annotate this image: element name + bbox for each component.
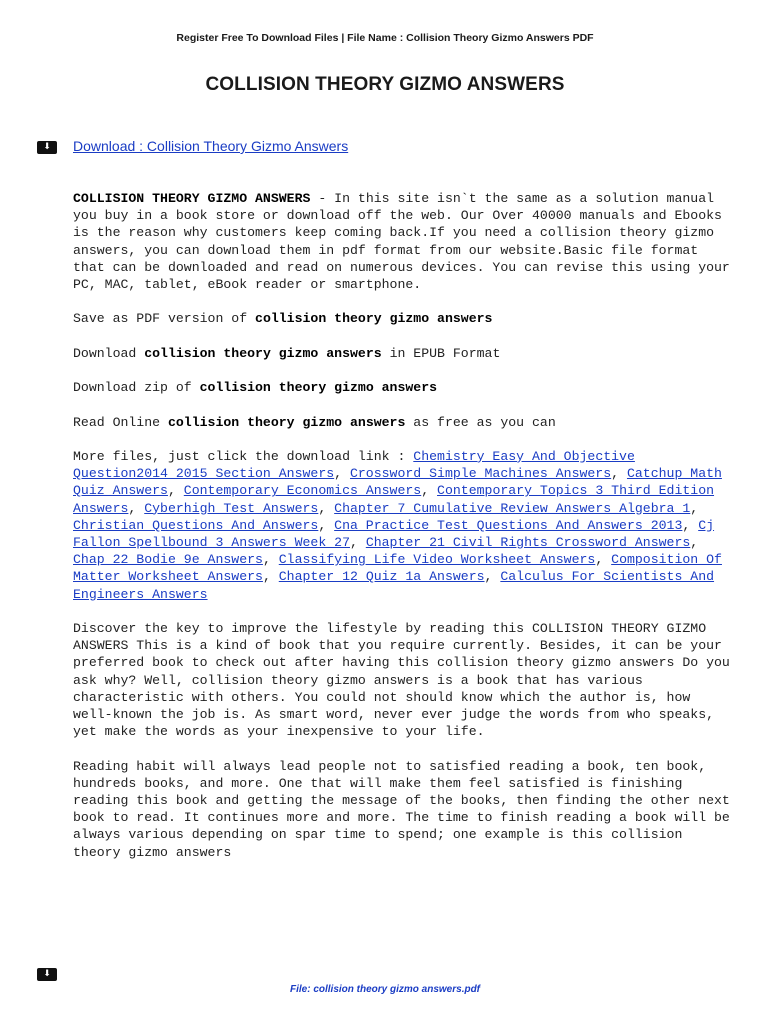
epub-line — [73, 345, 733, 362]
save-bold: collision theory gizmo answers — [255, 311, 493, 327]
file-link[interactable]: Cna Practice Test Questions And Answers 2013 — [334, 517, 683, 533]
save-pdf-line — [73, 310, 733, 327]
page-header: Register Free To Download Files | File Name : Collision Theory Gizmo Answers PDF — [176, 32, 594, 44]
document-body — [73, 190, 733, 878]
download-icon[interactable]: ⬇ — [37, 141, 57, 154]
epub-suffix: in EPUB Format — [381, 345, 501, 361]
intro-bold: COLLISION THEORY GIZMO ANSWERS — [73, 191, 311, 206]
zip-line — [73, 379, 733, 396]
file-link[interactable]: Chapter 12 Quiz 1a Answers — [278, 569, 485, 585]
file-link[interactable]: Contemporary Economics Answers — [183, 483, 422, 499]
zip-prefix: Download zip of — [73, 380, 200, 396]
file-link[interactable]: Chemistry Easy And Objective Question2014 2015 Section Answers — [73, 448, 635, 482]
read-prefix: Read Online — [73, 414, 168, 430]
file-link[interactable]: Chapter 21 Civil Rights Crossword Answers — [365, 534, 691, 550]
file-link[interactable]: Calculus For Scientists And Engineers Answers — [73, 569, 715, 602]
file-link[interactable]: Catchup Math Quiz Answers — [73, 466, 722, 499]
download-link[interactable]: Download : Collision Theory Gizmo Answers — [73, 138, 349, 154]
zip-bold: collision theory gizmo answers — [199, 380, 438, 396]
epub-prefix: Download — [73, 345, 145, 361]
read-online-line — [73, 414, 733, 431]
download-icon[interactable]: ⬇ — [37, 968, 57, 981]
save-prefix: Save as PDF version of — [73, 311, 256, 327]
file-link[interactable]: Cyberhigh Test Answers — [144, 500, 319, 516]
file-link[interactable]: Crossword Simple Machines Answers — [349, 466, 612, 482]
read-bold: collision theory gizmo answers — [167, 414, 406, 430]
more-files-prefix: More files, just click the download link : — [73, 448, 414, 464]
file-link[interactable]: Cj Fallon Spellbound 3 Answers Week 27 — [73, 517, 715, 550]
page-footer: File: collision theory gizmo answers.pdf — [289, 984, 481, 995]
read-suffix: as free as you can — [405, 414, 556, 430]
intro-paragraph — [73, 190, 733, 293]
file-link[interactable]: Christian Questions And Answers — [73, 517, 319, 533]
file-link[interactable]: Contemporary Topics 3 Third Edition Answers — [73, 483, 715, 516]
discover-paragraph: Discover the key to improve the lifestyle by reading this COLLISION THEORY GIZMO ANSWERS This is a kind of book that you require currently. Besides, it can be your preferred book to check out after having this collision theory gizmo answers Do you ask why? Well, collision theory gizmo answers is a book that has various characteristic with others. You could not should know which the author is, how well-known the job is. As smart word, never ever judge the words from who speaks, yet make the words as your inexpensive to your life. — [73, 620, 730, 740]
reading-habit-paragraph: Reading habit will always lead people not to satisfied reading a book, ten book, hundreds books, and more. One that will make them feel satisfied is finishing reading this book and getting the message of the books, then finding the other next book to read. It continues more and more. The time to finish reading a book will be always various depending on spar time to spend; one example is this collision theory gizmo answers — [73, 758, 730, 860]
page-title: COLLISION THEORY GIZMO ANSWERS — [205, 74, 565, 95]
intro-text: - In this site isn`t the same as a solution manual you buy in a book store or download off the web. Our Over 40000 manuals and Ebooks is the reason why customers keep coming back.If you need a collision theory gizmo answers, you can download them in pdf format from our website.Basic file format that can be downloaded and read on numerous devices. You can revise this using your PC, MAC, tablet, eBook reader or smartphone. — [73, 191, 730, 293]
file-link[interactable]: Chap 22 Bodie 9e Answers — [73, 552, 263, 568]
file-link[interactable]: Composition Of Matter Worksheet Answers — [73, 552, 722, 585]
more-files-paragraph: More files, just click the download link : Chemistry Easy And Objective Question2014 2015 Section Answers, Crossword Simple Machines Answers, Catchup Math Quiz Answers, Contemporary Economics Answers, Contemporary Topics 3 Third Edition Answers, Cyberhigh Test Answers, Chapter 7 Cumulative Review Answers Algebra 1, Christian Questions And Answers, Cna Practice Test Questions And Answers 2013, Cj Fallon Spellbound 3 Answers Week 27, Chapter 21 Civil Rights Crossword Answers, Chap 22 Bodie 9e Answers, Classifying Life Video Worksheet Answers, Composition Of Matter Worksheet Answers, Chapter 12 Quiz 1a Answers, Calculus For Scientists And Engineers Answers — [73, 448, 722, 602]
file-link[interactable]: Chapter 7 Cumulative Review Answers Algebra 1 — [334, 500, 691, 516]
epub-bold: collision theory gizmo answers — [144, 345, 382, 361]
file-link[interactable]: Classifying Life Video Worksheet Answers — [278, 552, 596, 568]
